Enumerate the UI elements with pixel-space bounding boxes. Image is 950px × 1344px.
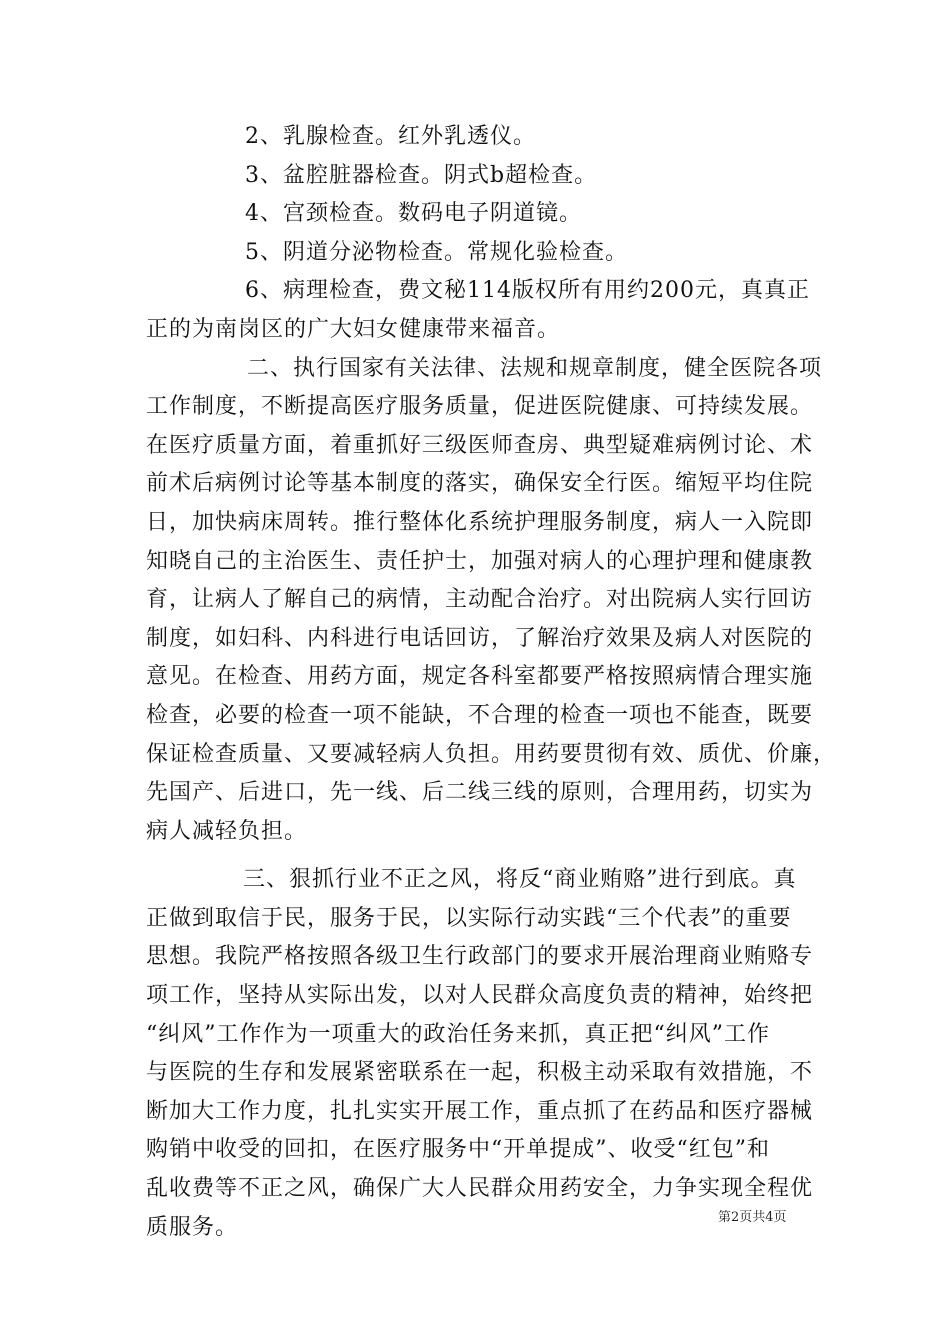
list-item: 5、阴道分泌物检查。常规化验检查。 xyxy=(245,239,628,265)
text-line: 6、病理检查，费文秘114版权所有用约200元，真真正 xyxy=(245,278,810,304)
text-line: 前术后病例讨论等基本制度的落实，确保安全行医。缩短平均住院 xyxy=(146,471,814,497)
text-line: 知晓自己的主治医生、责任护士，加强对病人的心理护理和健康教 xyxy=(146,548,814,574)
list-item: 2、乳腺检查。红外乳透仪。 xyxy=(245,124,536,149)
text-line: 正做到取信于民，服务于民，以实际行动实践“三个代表”的重要 xyxy=(146,905,792,931)
text-line: 育，让病人了解自己的病情，主动配合治疗。对出院病人实行回访 xyxy=(146,587,814,613)
text-line: 与医院的生存和发展紧密联系在一起，积极主动采取有效措施，不 xyxy=(146,1060,814,1086)
paragraph-section-3 xyxy=(146,861,818,1247)
text-line: 意见。在检查、用药方面，规定各科室都要严格按照病情合理实施 xyxy=(146,664,814,690)
text-line: 保证检查质量、又要减轻病人负担。用药要贯彻有效、质优、价廉， xyxy=(146,741,837,767)
text-line: 日，加快病床周转。推行整体化系统护理服务制度，病人一入院即 xyxy=(146,509,814,535)
text-line: 工作制度，不断提高医疗服务质量，促进医院健康、可持续发展。 xyxy=(146,394,814,420)
text-line: 断加大工作力度，扎扎实实开展工作，重点抓了在药品和医疗器械 xyxy=(146,1098,814,1124)
text-line: 二、执行国家有关法律、法规和规章制度，健全医院各项 xyxy=(247,355,823,381)
page-number: 第2页共4页 xyxy=(718,1210,787,1225)
text-line: 三、狠抓行业不正之风，将反“商业贿赂”进行到底。真 xyxy=(243,867,797,893)
text-line: “纠风”工作作为一项重大的政治任务来抓，真正把“纠风”工作 xyxy=(146,1021,770,1047)
paragraph-section-2 xyxy=(146,350,837,852)
text-line: 检查，必要的检查一项不能缺，不合理的检查一项也不能查，既要 xyxy=(146,702,814,728)
paragraph-item6 xyxy=(146,272,818,349)
text-line: 项工作，坚持从实际出发，以对人民群众高度负责的精神，始终把 xyxy=(146,983,814,1009)
text-line: 正的为南岗区的广大妇女健康带来福音。 xyxy=(146,316,561,342)
document-body xyxy=(146,118,837,1247)
list-item: 3、盆腔脏器检查。阴式b超检查。 xyxy=(245,162,598,188)
text-line: 质服务。 xyxy=(146,1214,239,1240)
text-line: 先国产、后进口，先一线、后二线三线的原则，合理用药，切实为 xyxy=(146,780,814,806)
text-line: 在医疗质量方面，着重抓好三级医师查房、典型疑难病例讨论、术 xyxy=(146,432,814,458)
text-line: 思想。我院严格按照各级卫生行政部门的要求开展治理商业贿赂专 xyxy=(146,944,814,970)
text-line: 购销中收受的回扣，在医疗服务中“开单提成”、收受“红包”和 xyxy=(146,1137,770,1163)
list-item: 4、宫颈检查。数码电子阴道镜。 xyxy=(245,201,582,227)
text-line: 制度，如妇科、内科进行电话回访，了解治疗效果及病人对医院的 xyxy=(146,625,814,651)
paragraph-gap xyxy=(146,851,818,861)
text-line: 病人减轻负担。 xyxy=(146,818,308,844)
text-line: 乱收费等不正之风，确保广大人民群众用药安全，力争实现全程优 xyxy=(146,1176,814,1202)
